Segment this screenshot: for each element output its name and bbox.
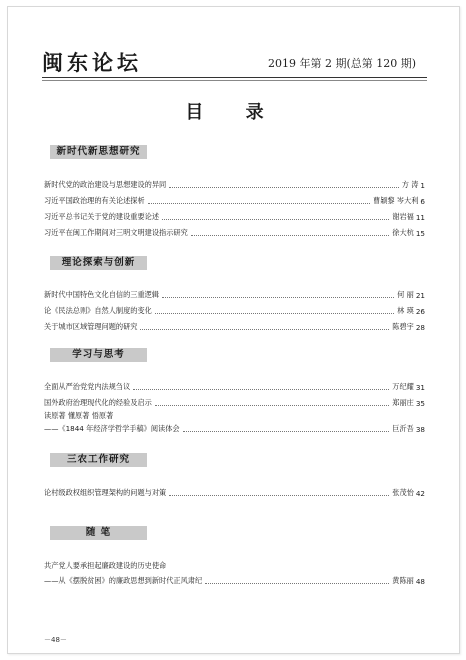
entry-author: 郑丽庄 (392, 398, 414, 407)
entry-title: 国外政府治理现代化的经验及启示 (44, 398, 152, 407)
toc-entry[interactable] (44, 211, 425, 222)
entry-title: 全面从严治党党内法规刍议 (44, 382, 131, 391)
leader-dots (162, 218, 389, 220)
entry-author: 林 瑛 (397, 306, 414, 315)
entry-page: 35 (415, 399, 425, 408)
leader-dots (140, 328, 389, 330)
journal-title: 闽东论坛 (42, 50, 142, 75)
entry-title: 论《民法总则》自然人制度的变化 (44, 306, 152, 315)
section-header: 三农工作研究 (50, 453, 147, 467)
entry-author: 谢岩福 (392, 212, 414, 221)
toc-entry[interactable] (44, 195, 425, 206)
entry-subtitle: ——从《摆脱贫困》的廉政思想到新时代正风肃纪 (44, 576, 203, 585)
section-header: 随 笔 (50, 526, 147, 540)
section-header: 新时代新思想研究 (50, 145, 147, 159)
entry-page: 28 (415, 323, 425, 332)
toc-entry[interactable] (44, 305, 425, 316)
entry-page: 1 (420, 181, 425, 190)
leader-dots (191, 234, 390, 236)
entry-author: 徐大杭 (392, 228, 414, 237)
entry-page: 48 (415, 577, 425, 586)
entry-title-line[interactable]: 读原著 懂原著 悟原著 (44, 411, 114, 420)
toc-entry[interactable] (44, 179, 425, 190)
entry-title-line[interactable]: 共产党人要承担起廉政建设的历史使命 (44, 561, 167, 570)
leader-dots (183, 430, 390, 432)
entry-page: 6 (420, 197, 425, 206)
entry-page: 26 (415, 307, 425, 316)
toc-entry[interactable] (44, 381, 425, 392)
issue-label: 2019 年第 2 期(总第 120 期) (268, 57, 417, 70)
entry-author: 何 丽 (397, 290, 414, 299)
entry-author: 张茂怡 (392, 488, 414, 497)
entry-author: 陈碧宇 (392, 322, 414, 331)
toc-entry[interactable] (44, 575, 425, 586)
toc-entry[interactable] (44, 397, 425, 408)
leader-dots (162, 296, 394, 298)
section-header: 理论探索与创新 (50, 256, 147, 270)
page-number: －48－ (44, 636, 67, 644)
entry-author: 方 涛 (401, 180, 419, 189)
leader-dots (155, 404, 389, 406)
entry-title: 习近平国政治理的有关论述探析 (44, 196, 145, 205)
toc-entry[interactable] (44, 227, 425, 238)
header-rule (42, 77, 427, 78)
entry-page: 42 (415, 489, 425, 498)
entry-page: 15 (415, 229, 425, 238)
toc-entry[interactable] (44, 289, 425, 300)
entry-title: 习近平总书记关于党的建设重要论述 (44, 212, 160, 221)
entry-author: 巨沂吾 (392, 424, 414, 433)
header-rule-thin (42, 80, 427, 81)
document-page (7, 6, 460, 654)
entry-page: 11 (415, 213, 425, 222)
entry-page: 21 (415, 291, 425, 300)
entry-subtitle: ——《1844 年经济学哲学手稿》阅读体会 (44, 424, 180, 433)
entry-title: 新时代党的政治建设与思想建设的异同 (44, 180, 167, 189)
entry-author: 万纪耀 (392, 382, 414, 391)
entry-author: 黄陈丽 (392, 576, 414, 585)
entry-title: 论村级政权组织管理架构的问题与对策 (44, 488, 167, 497)
entry-title: 新时代中国特色文化自信的三重逻辑 (44, 290, 160, 299)
leader-dots (169, 186, 399, 188)
toc-entry[interactable] (44, 321, 425, 332)
leader-dots (133, 388, 389, 390)
entry-title: 关于城市区域管理问题的研究 (44, 322, 138, 331)
entry-title: 习近平在闽工作期间对三明文明建设指示研究 (44, 228, 188, 237)
section-header: 学习与思考 (50, 348, 147, 362)
leader-dots (169, 494, 389, 496)
toc-title: 目 录 (185, 102, 282, 123)
entry-author: 曹颖黎 岑大利 (373, 196, 419, 205)
toc-entry[interactable] (44, 487, 425, 498)
leader-dots (205, 582, 389, 584)
leader-dots (155, 312, 394, 314)
entry-page: 31 (415, 383, 425, 392)
entry-page: 38 (415, 425, 425, 434)
leader-dots (148, 202, 370, 204)
toc-entry[interactable] (44, 423, 425, 434)
